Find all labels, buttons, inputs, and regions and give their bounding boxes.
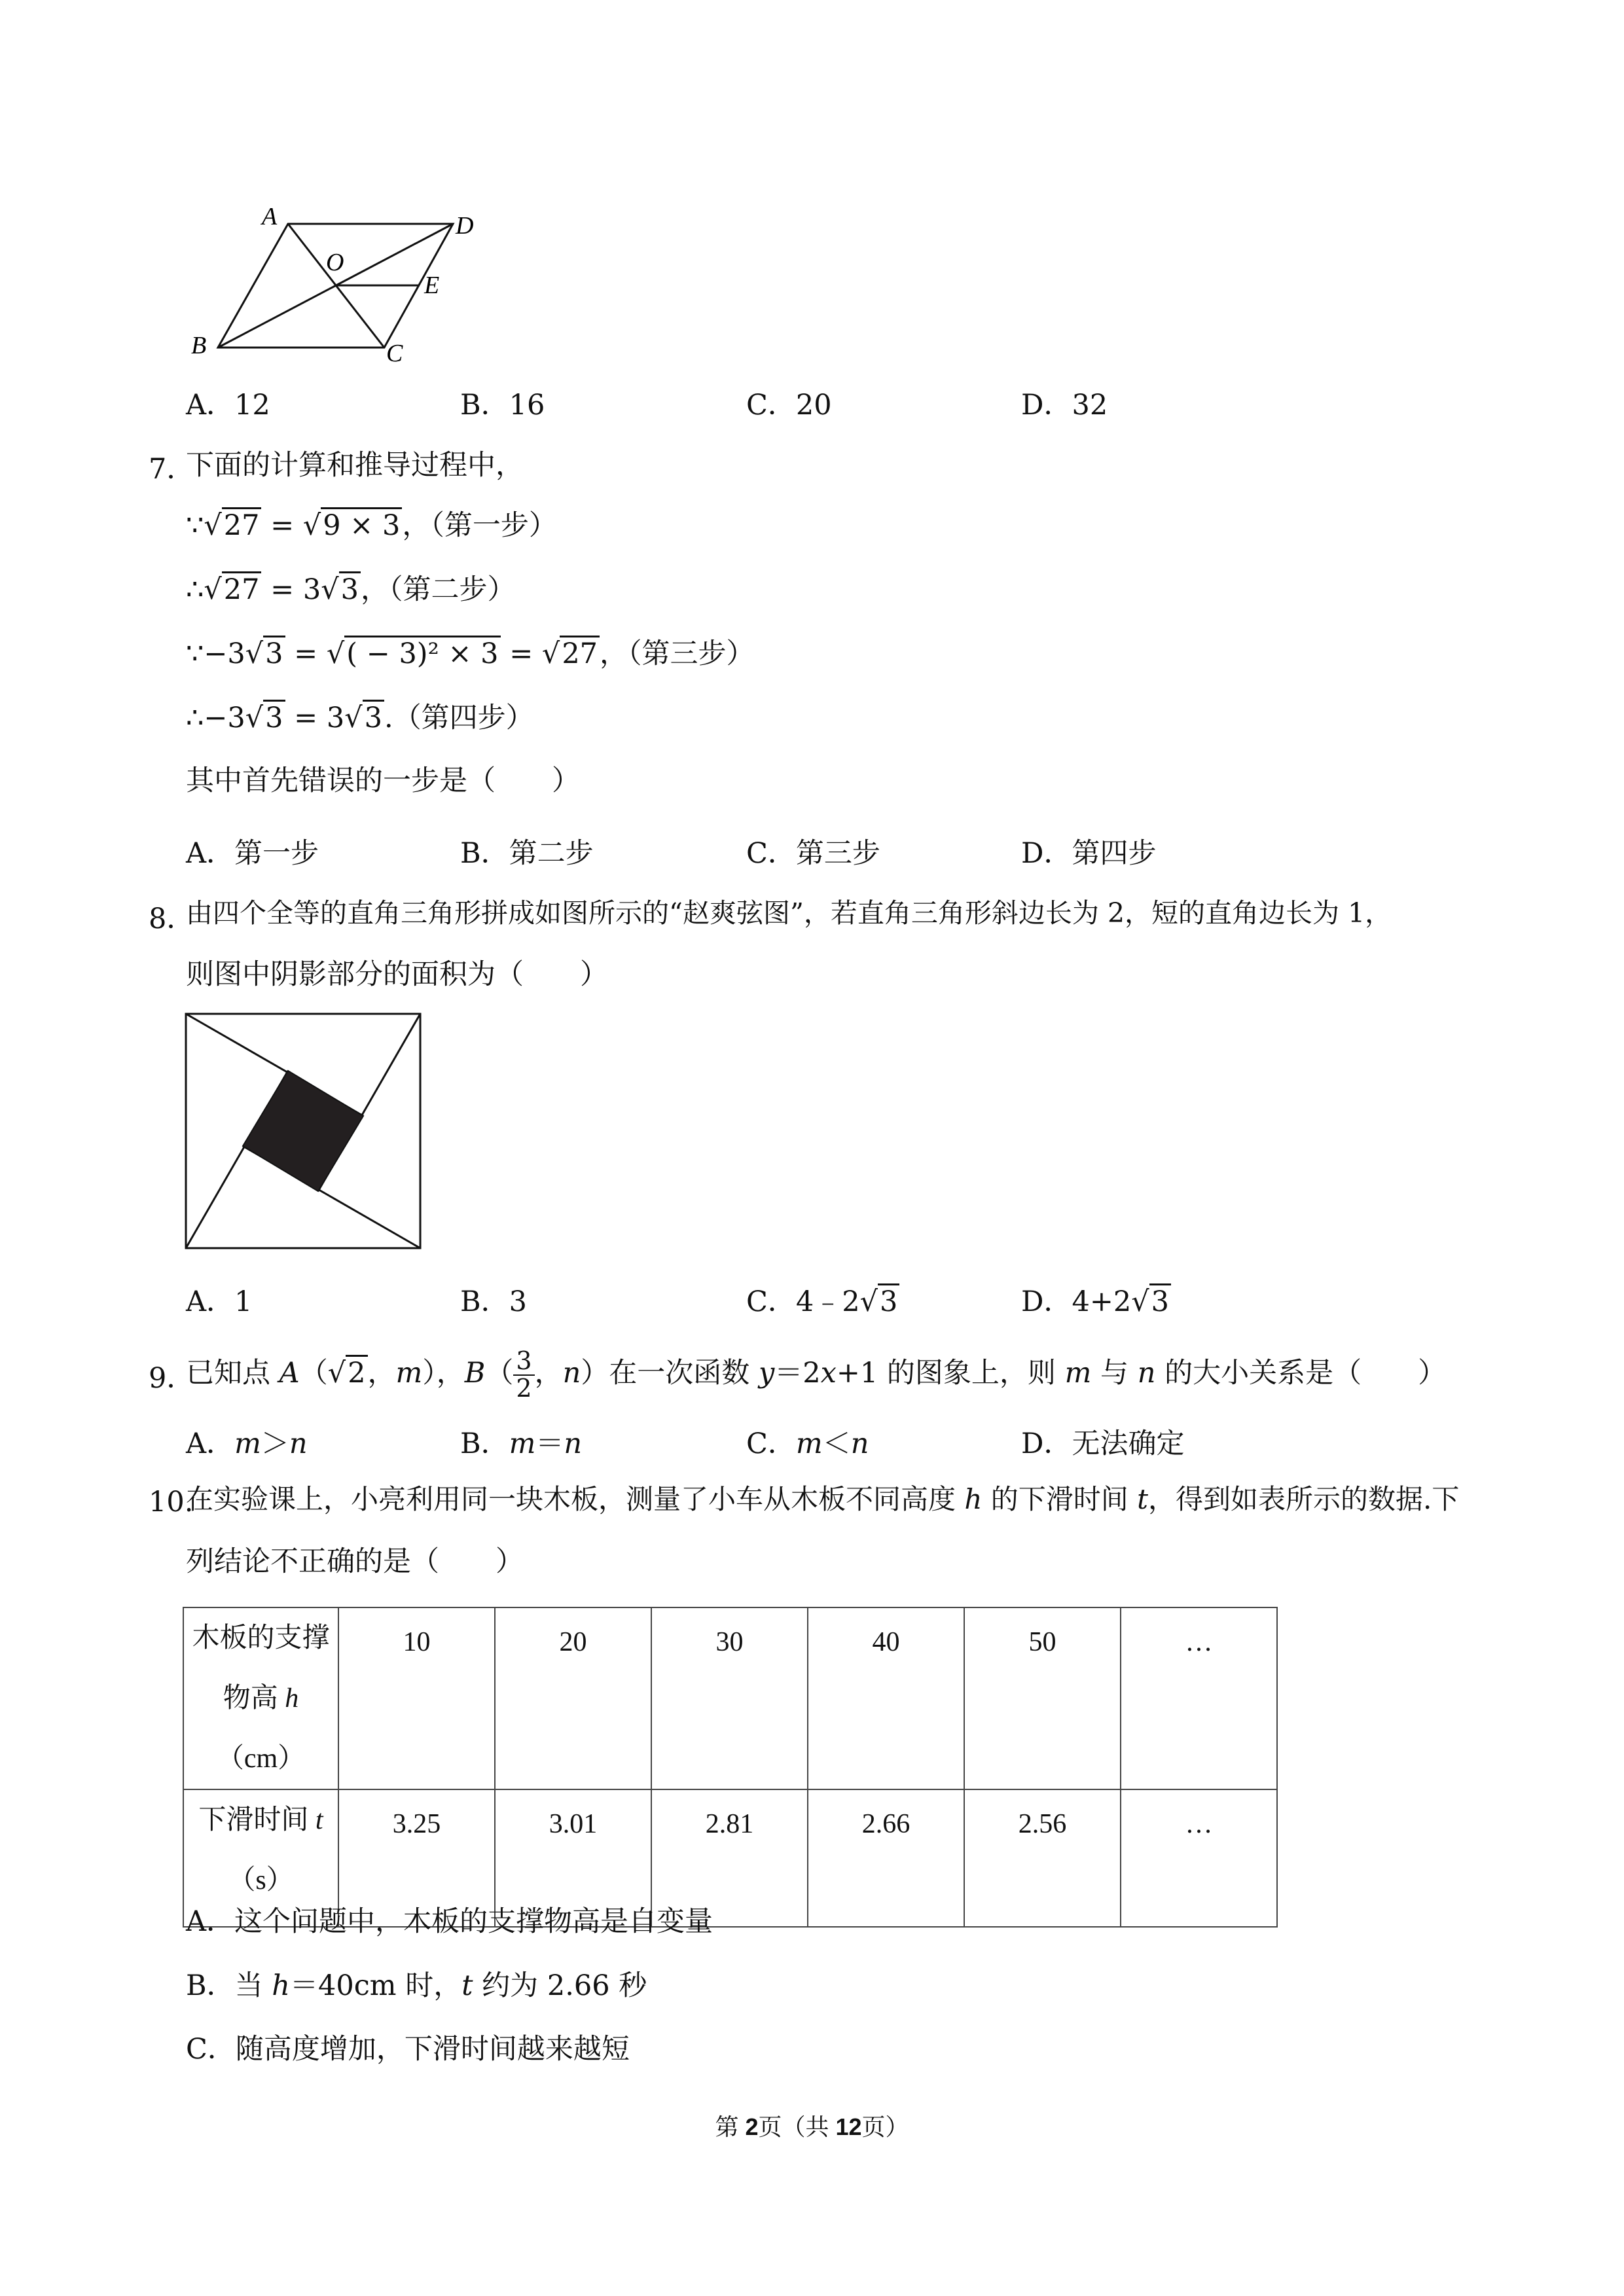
row-header-time: 下滑时间 t （s） <box>183 1789 338 1927</box>
q10-option-c[interactable]: C．随高度增加，下滑时间越来越短 <box>186 2033 630 2066</box>
q6-option-d[interactable]: D．32 <box>1021 389 1108 422</box>
label-A: A <box>262 203 278 230</box>
q9-option-c[interactable]: C．m＜n <box>746 1427 869 1460</box>
q8-stem-line2: 则图中阴影部分的面积为（ ） <box>186 958 608 991</box>
q9-stem: 已知点 A（√2，m），B（ $\frac{3}{2}$ ，n）在一次函数 y＝2x+1 的图象上，则 m 与 n 的大小关系是（ ） <box>186 1346 1447 1403</box>
q7-step3: ∵−3√3 = √( − 3)² × 3 = √27，（第三步） <box>186 640 755 668</box>
q9-option-a[interactable]: A．m＞n <box>186 1427 308 1460</box>
q7-step4: ∴−3√3 = 3√3.（第四步） <box>186 704 534 732</box>
q10-stem-line1: 在实验课上，小亮利用同一块木板，测量了小车从木板不同高度 h 的下滑时间 t，得到如表所示的数据.下 <box>186 1483 1460 1515</box>
table-cell: 20 <box>495 1607 651 1789</box>
fraction-three-halves: $\frac{3}{2}$ <box>513 1348 534 1402</box>
q7-step1: ∵√27 = √9 × 3，（第一步） <box>186 512 557 540</box>
q6-parallelogram-figure <box>177 196 504 367</box>
table-cell: 3.01 <box>495 1789 651 1927</box>
q7-option-b[interactable]: B．第二步 <box>460 837 594 870</box>
table-cell: 30 <box>651 1607 808 1789</box>
q8-number: 8． <box>149 903 195 935</box>
q10-data-table <box>183 1607 1278 1928</box>
q8-option-d[interactable]: D．4+2√3 <box>1021 1280 1171 1319</box>
label-O: O <box>326 249 344 276</box>
q7-stem: 下面的计算和推导过程中， <box>186 449 524 482</box>
q7-option-c[interactable]: C．第三步 <box>746 837 880 870</box>
page-footer: 第 2页（共 12页） <box>715 2113 909 2140</box>
q9-option-b[interactable]: B．m＝n <box>460 1427 583 1460</box>
label-E: E <box>424 272 440 299</box>
q8-stem-line1: 由四个全等的直角三角形拼成如图所示的“赵爽弦图”，若直角三角形斜边长为 2，短的直角边长为 1， <box>186 897 1392 929</box>
q9-option-d[interactable]: D．无法确定 <box>1021 1427 1185 1460</box>
table-cell: … <box>1121 1607 1277 1789</box>
q10-number: 10. <box>149 1486 194 1518</box>
table-cell: 10 <box>338 1607 495 1789</box>
table-cell: … <box>1121 1789 1277 1927</box>
table-cell: 3.25 <box>338 1789 495 1927</box>
label-D: D <box>456 212 474 240</box>
table-row-height <box>183 1607 1277 1789</box>
table-cell: 2.66 <box>808 1789 964 1927</box>
q7-question: 其中首先错误的一步是（ ） <box>186 764 580 797</box>
table-cell: 50 <box>964 1607 1121 1789</box>
q7-option-a[interactable]: A．第一步 <box>186 837 319 870</box>
q10-stem-line2: 列结论不正确的是（ ） <box>186 1545 524 1578</box>
q7-option-d[interactable]: D．第四步 <box>1021 837 1157 870</box>
q7-number: 7． <box>149 453 195 486</box>
q10-option-b[interactable]: B．当 h＝40cm 时，t 约为 2.66 秒 <box>186 1969 647 2002</box>
q6-option-c[interactable]: C．20 <box>746 389 832 422</box>
table-cell: 2.56 <box>964 1789 1121 1927</box>
q10-option-a[interactable]: A．这个问题中，木板的支撑物高是自变量 <box>186 1905 713 1938</box>
label-B: B <box>191 332 207 359</box>
label-C: C <box>386 340 403 367</box>
row-header-height: 木板的支撑 物高 h（cm） <box>183 1607 338 1789</box>
table-cell: 2.81 <box>651 1789 808 1927</box>
q7-step2: ∴√27 = 3√3，（第二步） <box>186 576 515 604</box>
q6-option-b[interactable]: B．16 <box>460 389 545 422</box>
table-cell: 40 <box>808 1607 964 1789</box>
q8-option-a[interactable]: A．1 <box>186 1285 253 1318</box>
q9-number: 9． <box>149 1362 195 1395</box>
q8-option-b[interactable]: B．3 <box>460 1285 527 1318</box>
q6-option-a[interactable]: A．12 <box>186 389 270 422</box>
q8-zhao-shuang-diagram <box>183 1011 425 1253</box>
q8-option-c[interactable]: C．4﹣2√3 <box>746 1280 899 1319</box>
